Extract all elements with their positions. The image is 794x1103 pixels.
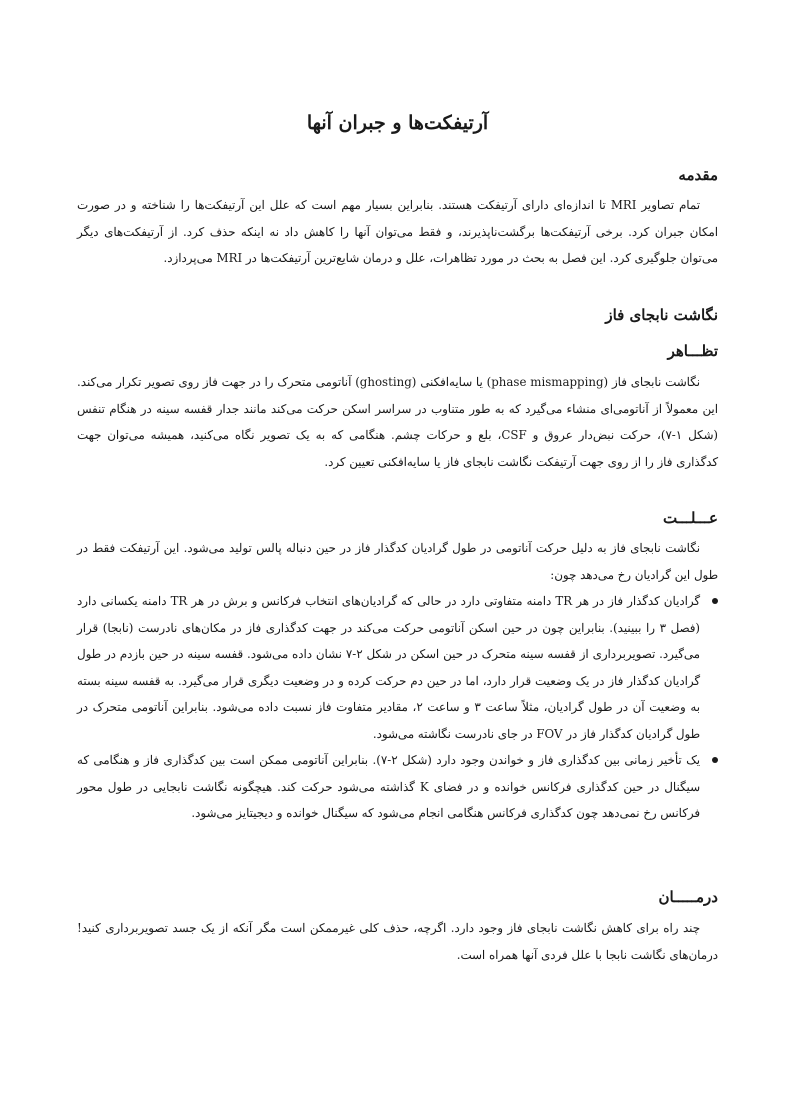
cause-bullet-list <box>77 588 718 827</box>
page-title: آرتیفکت‌ها و جبران آنها <box>306 111 489 134</box>
list-item <box>77 588 718 747</box>
treatment-heading: درمـــــان <box>658 888 718 906</box>
appearance-paragraph: نگاشت نابجای فاز (phase mismapping) یا سایه‌افکنی (ghosting) آناتومی متحرک را در جهت فاز روی تصویر تکرار می‌کند. این معمولاً از آناتومی‌ای منشاء می‌گیرد که به طور متناوب در سراسر اسکن حرکت می‌کند مانند جدار قفسه سینه در هنگام تنفس (شکل ۱-۷)، حرکت نبض‌دار عروق و CSF، بلع و حرکات چشم. هنگامی که به یک تصویر نگاه می‌کنید، همیشه می‌توان جهت کدگذاری فاز را از روی جهت آرتیفکت نگاشت نابجای فاز یا سایه‌افکنی تعیین کرد. <box>77 375 719 469</box>
list-item-text: گرادیان کدگذار فاز در هر TR دامنه متفاوتی دارد در حالی که گرادیان‌های انتخاب فرکانس و برش در هر TR دامنه یکسانی دارد (فصل ۳ را ببینید). بنابراین چون در حین اسکن آناتومی حرکت می‌کند در جهت کدگذاری فاز در مکان‌های نادرست (نابجا) قرار می‌گیرد. تصویربرداری از قفسه سینه متحرک در حین اسکن در شکل ۲-۷ نشان داده می‌شود. قفسه سینه در حین بازدم در طول گرادیان کدگذار فاز در یک وضعیت قرار دارد، اما در حین دم حرکت کرده و در وضعیت دیگری قرار می‌گیرد. به قفسه سینه بسته به وضعیت آن در طول گرادیان، مثلاً ساعت ۳ و ساعت ۲، مقادیر متفاوت فاز نسبت داده می‌شود. بنابراین آناتومی متحرک در طول گرادیان کدگذار فاز در FOV در جای نادرست نگاشته می‌شود. <box>77 594 701 741</box>
phase-mismapping-heading: نگاشت نابجای فاز <box>605 306 718 324</box>
bullet-icon <box>712 757 718 763</box>
intro-heading: مقدمه <box>678 166 718 184</box>
list-item <box>77 747 718 827</box>
cause-paragraph: نگاشت نابجای فاز به دلیل حرکت آناتومی در طول گرادیان کدگذار فاز در حین دنباله پالس تولید می‌شود. این آرتیفکت فقط در طول این گرادیان رخ می‌دهد چون: <box>77 541 718 582</box>
list-item-text: یک تأخیر زمانی بین کدگذاری فاز و خواندن وجود دارد (شکل ۲-۷). بنابراین آناتومی ممکن است بین کدگذاری فاز و هنگامی که سیگنال در حین کدگذاری فرکانس خوانده و در فضای K گذاشته می‌شود حرکت کند. هیچگونه نگاشت نابجایی در طول محور فرکانس رخ نمی‌دهد چون کدگذاری فرکانس هنگامی انجام می‌شود که سیگنال خوانده و دیجیتایز می‌شود. <box>77 753 700 820</box>
intro-paragraph: تمام تصاویر MRI تا اندازه‌ای دارای آرتیفکت هستند. بنابراین بسیار مهم است که علل این آرتیفکت‌ها را شناخته و در صورت امکان جبران کرد. برخی آرتیفکت‌ها برگشت‌ناپذیرند، و فقط می‌توان آنها را کاهش داد نه اینکه حذف کرد. از آرتیفکت‌های دیگر می‌توان جلوگیری کرد. این فصل به بحث در مورد تظاهرات، علل و درمان شایع‌ترین آرتیفکت‌ها در MRI می‌پردازد. <box>77 198 718 265</box>
treatment-paragraph: چند راه برای کاهش نگاشت نابجای فاز وجود دارد. اگرچه، حذف کلی غیرممکن است مگر آنکه از یک جسد تصویربرداری کنید! درمان‌های نگاشت نابجا با علل فردی آنها همراه است. <box>77 921 718 962</box>
appearance-heading: تظـــاهر <box>667 342 718 360</box>
cause-heading: عـــلـــت <box>662 509 718 527</box>
bullet-icon <box>712 598 718 604</box>
